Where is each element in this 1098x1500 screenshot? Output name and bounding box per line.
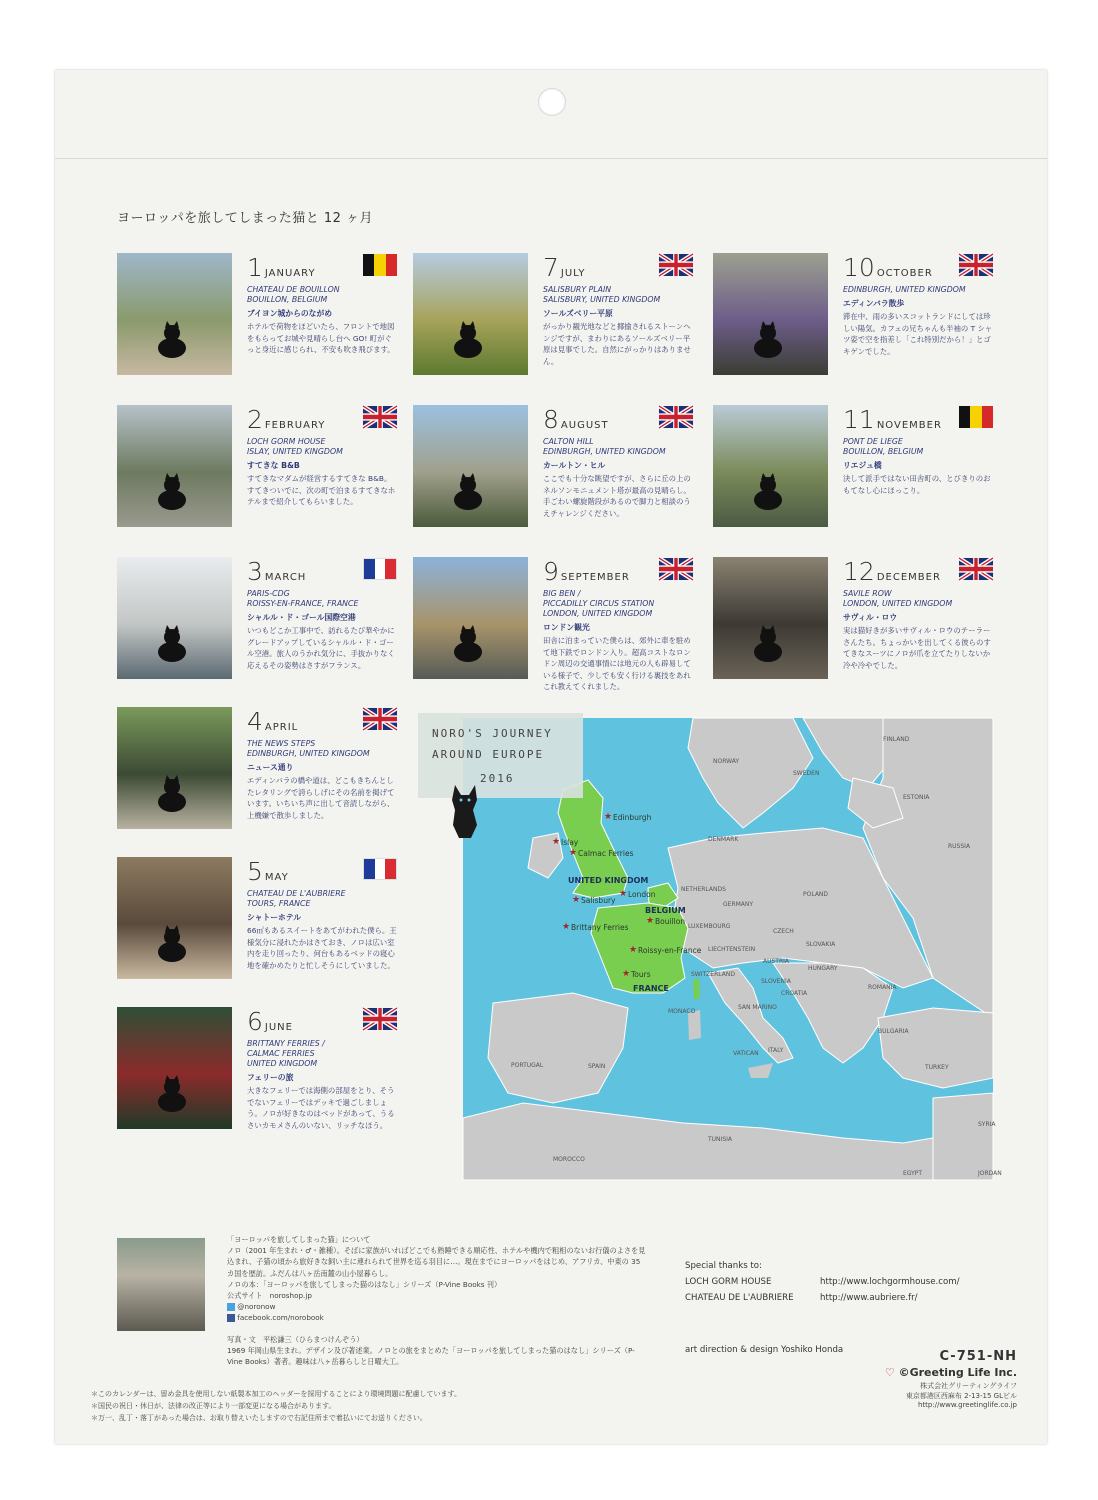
country-label: GERMANY — [723, 901, 754, 908]
month-name: FEBRUARY — [264, 420, 326, 431]
map-title-line: NORO'S JOURNEY — [432, 727, 553, 740]
month-description: 滞在中、雨の多いスコットランドにしては珍しい陽気。カフェの兄ちゃんも半袖の T シャツ姿で空を指差し「これ特別だから！」とゴキゲンでした。 — [843, 312, 993, 356]
month-photo — [117, 557, 232, 679]
month-number: 6 — [247, 1007, 263, 1036]
cat-silhouette-icon — [117, 253, 232, 375]
cat-silhouette-icon — [713, 557, 828, 679]
facebook-line — [227, 1312, 647, 1323]
month-description: 実は猫好きが多いサヴィル・ロウのテーラーさんたち。ちょっかいを出してくる彼らのすてきなスーツにノロが爪を立てたりしないか冷や冷やでした。 — [843, 626, 991, 670]
month-text — [247, 857, 397, 971]
uk-flag-icon — [659, 254, 693, 276]
month-photo — [713, 405, 828, 527]
country-label: FINLAND — [883, 736, 910, 743]
month-place: CHATEAU DE L'AUBRIERE TOURS, FRANCE — [247, 889, 346, 908]
twitter-line — [227, 1301, 647, 1312]
month-name: JANUARY — [264, 268, 316, 279]
page-title: ヨーロッパを旅してしまった猫と 12 ヶ月 — [117, 211, 374, 226]
month-caption-title: ソールズベリー平原 — [543, 309, 613, 318]
month-text — [543, 253, 693, 367]
cat-silhouette-icon — [713, 253, 828, 375]
note-line: ＊このカレンダーは、留め金具を使用しない紙製本加工のヘッダーを採用することにより環境問題に配慮しています。 — [91, 1390, 461, 1398]
month-text — [247, 557, 397, 671]
country-label: HUNGARY — [808, 965, 838, 972]
country-label: SWITZERLAND — [691, 971, 735, 978]
thanks-name: LOCH GORM HOUSE — [685, 1277, 772, 1287]
cat-illustration — [445, 780, 485, 840]
note-line: ＊国民の祝日・休日が、法律の改正等により一部変更になる場合があります。 — [91, 1402, 336, 1410]
month-photo — [413, 405, 528, 527]
country-label: SLOVAKIA — [806, 941, 836, 948]
month-place: PARIS-CDG ROISSY-EN-FRANCE, FRANCE — [247, 589, 359, 608]
place-label: Roissy-en-France — [638, 946, 702, 955]
month-description: ここでも十分な眺望ですが、さらに丘の上のネルソンモニュメント塔が最高の見晴らし。手ごわい螺旋階段があるので脚力と相談のうえチャレンジください。 — [543, 474, 691, 518]
author-photo — [117, 1238, 205, 1331]
month-header — [843, 557, 993, 587]
uk-flag-icon — [959, 254, 993, 276]
header-fold-line — [55, 158, 1047, 159]
site-line — [227, 1290, 647, 1301]
about-title: 「ヨーロッパを旅してしまった猫」について — [227, 1235, 371, 1244]
country-label: RUSSIA — [948, 843, 971, 850]
special-thanks — [685, 1258, 960, 1306]
hanging-hole — [538, 88, 566, 116]
note-line: ＊万一、乱丁・落丁があった場合は、お取り替えいたしますので右記住所まで着払いにてお送りください。 — [91, 1414, 427, 1422]
month-number: 2 — [247, 405, 263, 434]
month-cell-july — [413, 253, 691, 383]
month-number: 12 — [843, 557, 875, 586]
month-photo — [713, 557, 828, 679]
month-caption-title: エディンバラ散歩 — [843, 299, 905, 308]
cat-silhouette-icon — [713, 405, 828, 527]
country-label: POLAND — [803, 891, 829, 898]
cat-silhouette-icon — [117, 557, 232, 679]
month-header — [543, 557, 693, 587]
month-caption-title: ブイヨン城からのながめ — [247, 309, 333, 318]
country-label: VATICAN — [733, 1050, 759, 1057]
highlight-country-label: UNITED KINGDOM — [568, 876, 649, 885]
country-label: EGYPT — [903, 1170, 923, 1177]
month-cell-february — [117, 405, 395, 535]
month-photo — [413, 557, 528, 679]
country-label: ESTONIA — [903, 794, 930, 801]
france-flag-icon — [363, 558, 397, 580]
month-number: 11 — [843, 405, 875, 434]
country-label: MOROCCO — [553, 1156, 585, 1163]
product-code: C-751-NH — [939, 1349, 1017, 1364]
cat-silhouette-icon — [117, 405, 232, 527]
thanks-url[interactable]: http://www.aubriere.fr/ — [820, 1293, 918, 1303]
footer — [55, 1220, 1047, 1444]
place-label: London — [628, 890, 656, 899]
country-label: MONACO — [668, 1008, 696, 1015]
company-url[interactable]: http://www.greetinglife.co.jp — [917, 1401, 1017, 1409]
country-label: CZECH — [773, 928, 794, 935]
month-cell-september — [413, 557, 691, 691]
month-name: JUNE — [264, 1022, 293, 1033]
star-marker-icon: ★ — [552, 837, 561, 847]
country-label: SPAIN — [588, 1063, 606, 1070]
design-credit: art direction & design Yoshiko Honda — [685, 1345, 844, 1355]
country-label: AUSTRIA — [763, 958, 790, 965]
map-title-box — [418, 713, 583, 798]
month-number: 7 — [543, 253, 559, 282]
place-label: Edinburgh — [613, 813, 652, 822]
month-cell-june — [117, 1007, 395, 1137]
highlight-country-label: FRANCE — [633, 984, 669, 993]
month-text — [247, 253, 397, 356]
month-number: 4 — [247, 707, 263, 736]
month-text — [843, 253, 993, 357]
cat-silhouette-icon — [413, 557, 528, 679]
site-label: 公式サイト — [227, 1291, 263, 1301]
month-description: 田舎に泊まっていた僕らは、郊外に車を駐めて地下鉄でロンドン入り。超高コストなロンドン周辺の交通事情には地元の人も辟易している様子で、少しでも安く行ける裏技をあれこれ教えてくれました。 — [543, 636, 691, 691]
belgium-flag-icon — [363, 254, 397, 276]
month-place: EDINBURGH, UNITED KINGDOM — [843, 285, 966, 294]
month-caption-title: リエジュ橋 — [843, 461, 882, 470]
country-label: CROATIA — [781, 990, 808, 997]
star-marker-icon: ★ — [622, 969, 631, 979]
month-photo — [713, 253, 828, 375]
uk-flag-icon — [363, 1008, 397, 1030]
month-description: ホテルで荷物をほどいたら、フロントで地図をもらってお城や見晴らし台へ GO! 町がぐっと身近に感じられ、不安も吹き飛びます。 — [247, 322, 395, 354]
month-description: エディンバラの橋や道は、どこもきちんとしたレタリングで誇らしげにその名前を掲げています。いちいち声に出して音読しながら、上機嫌で散歩しました。 — [247, 776, 395, 820]
thanks-url[interactable]: http://www.lochgormhouse.com/ — [820, 1277, 960, 1287]
month-caption-title: フェリーの旅 — [247, 1073, 294, 1082]
month-place: LOCH GORM HOUSE ISLAY, UNITED KINGDOM — [247, 437, 343, 456]
cat-silhouette-icon — [117, 1007, 232, 1129]
month-cell-january — [117, 253, 395, 383]
map-title-line: AROUND EUROPE — [432, 748, 545, 761]
notes — [91, 1388, 461, 1424]
country-label: BULGARIA — [878, 1028, 909, 1035]
company-name: 株式会社グリーティングライフ — [920, 1382, 1017, 1390]
book-line: ノロの本：「ヨーロッパを旅してしまった猫のはなし」シリーズ（P-Vine Books 刊） — [227, 1279, 502, 1289]
month-description: がっかり観光地などと揶揄されるストーンヘンジですが、まわりにあるソールズベリー平原は見事でした。自然にがっかりはありません。 — [543, 322, 691, 366]
month-number: 9 — [543, 557, 559, 586]
month-place: THE NEWS STEPS EDINBURGH, UNITED KINGDOM — [247, 739, 370, 758]
calendar-sheet — [55, 70, 1047, 1444]
month-photo — [117, 253, 232, 375]
month-name: MAY — [264, 872, 289, 883]
country-label: NORWAY — [713, 758, 740, 765]
country-label: NETHERLANDS — [681, 886, 726, 893]
month-header — [247, 405, 397, 435]
place-label: Salisbury — [581, 896, 616, 905]
month-number: 1 — [247, 253, 263, 282]
cat-silhouette-icon — [117, 857, 232, 979]
month-header — [247, 253, 397, 283]
month-name: JULY — [560, 268, 586, 279]
month-text — [247, 405, 397, 508]
month-number: 5 — [247, 857, 263, 886]
month-name: MARCH — [264, 572, 307, 583]
country-label: TUNISIA — [708, 1136, 732, 1143]
country-label: JORDAN — [978, 1170, 1002, 1177]
country-label: SYRIA — [978, 1121, 996, 1128]
highlight-country-label: BELGIUM — [645, 906, 686, 915]
month-text — [543, 405, 693, 519]
month-description: 大きなフェリーでは海側の部屋をとり、そうでないフェリーではデッキで過ごしましょう。ノロが好きなのはベッドがあって、うるさいカモメさんのいない、リッチなほう。 — [247, 1086, 395, 1130]
month-text — [843, 557, 993, 671]
month-description: 66㎡もあるスイートをあてがわれた僕ら。王様気分に浸れたかはさておき、ノロは広い室内を走り回ったり、何台もあるベッドの寝心地を確かめたりと忙しそうにしていました。 — [247, 926, 397, 970]
uk-flag-icon — [659, 558, 693, 580]
month-place: PONT DE LIEGE BOUILLON, BELGIUM — [843, 437, 924, 456]
month-description: すてきなマダムが経営するすてきな B&B。すてきついでに、次の町で泊まるすてきなホテルまで紹介してもらいました。 — [247, 474, 396, 506]
month-place: BRITTANY FERRIES / CALMAC FERRIES UNITED KINGDOM — [247, 1039, 325, 1068]
month-photo — [117, 707, 232, 829]
country-label: LUXEMBOURG — [688, 923, 731, 930]
month-header — [247, 1007, 397, 1037]
country-label: SLOVENIA — [761, 978, 791, 985]
month-name: AUGUST — [560, 420, 609, 431]
month-name: NOVEMBER — [876, 420, 942, 431]
month-name: OCTOBER — [876, 268, 933, 279]
month-header — [843, 405, 993, 435]
month-photo — [117, 1007, 232, 1129]
about-body: ノロ（2001 年生まれ・♂・雑種）。そばに家族がいればどこでも熟睡できる順応性、ホテルや機内で粗相のないお行儀のよさを見込まれ、子猫の頃から旅好きな飼い主に連れられて世界を巡る羽目に…。現在までにヨーロッパをはじめ、アフリカ、中東の 35 カ国を歴訪。ふだんは八ヶ岳南麓の山小屋暮らし。 — [227, 1246, 646, 1278]
cat-silhouette-icon — [413, 253, 528, 375]
country-label: ROMANIA — [868, 984, 897, 991]
star-marker-icon: ★ — [562, 922, 571, 932]
company-address: 東京都港区西麻布 2-13-15 GLビル — [905, 1391, 1017, 1400]
country-label: DENMARK — [708, 836, 739, 843]
month-text — [543, 557, 693, 693]
month-text — [843, 405, 993, 496]
france-flag-icon — [363, 858, 397, 880]
country-label: ITALY — [768, 1047, 784, 1054]
month-header — [843, 253, 993, 283]
month-name: SEPTEMBER — [560, 572, 630, 583]
country-label: SWEDEN — [793, 770, 820, 777]
facebook-link[interactable]: facebook.com/norobook — [237, 1313, 324, 1323]
twitter-handle[interactable]: @noronow — [237, 1302, 276, 1312]
month-caption-title: ロンドン観光 — [543, 623, 590, 632]
month-place: BIG BEN / PICCADILLY CIRCUS STATION LONDON, UNITED KINGDOM — [543, 589, 655, 618]
month-text — [247, 1007, 397, 1131]
place-label: Brittany Ferries — [571, 923, 629, 932]
map-title-year: 2016 — [480, 772, 515, 785]
uk-flag-icon — [659, 406, 693, 428]
star-marker-icon: ★ — [619, 889, 628, 899]
month-place: CHATEAU DE BOUILLON BOUILLON, BELGIUM — [247, 285, 340, 304]
month-place: SAVILE ROW LONDON, UNITED KINGDOM — [843, 589, 953, 608]
month-number: 3 — [247, 557, 263, 586]
cat-silhouette-icon — [117, 707, 232, 829]
month-caption-title: ニュース通り — [247, 763, 294, 772]
month-caption-title: サヴィル・ロウ — [843, 613, 898, 622]
month-photo — [413, 253, 528, 375]
cat-silhouette-icon — [413, 405, 528, 527]
thanks-row — [685, 1290, 960, 1306]
twitter-icon — [227, 1303, 235, 1311]
month-caption-title: シャルル・ド・ゴール国際空港 — [247, 613, 356, 622]
facebook-icon — [227, 1314, 235, 1322]
month-header — [247, 557, 397, 587]
month-text — [247, 707, 397, 821]
month-number: 8 — [543, 405, 559, 434]
site-link[interactable]: noroshop.jp — [269, 1291, 312, 1301]
heart-logo-icon: ♡ — [884, 1366, 895, 1379]
belgium-flag-icon — [959, 406, 993, 428]
month-cell-november — [713, 405, 991, 535]
author-body: 1969 年岡山県生まれ。デザイン及び著述業。ノロとの旅をまとめた「ヨーロッパを旅してしまった猫のはなし」シリーズ（P-Vine Books）著者。趣味は八ヶ岳暮らしと日曜大工。 — [227, 1345, 635, 1367]
place-label: Islay — [561, 838, 579, 847]
month-header — [543, 253, 693, 283]
month-cell-march — [117, 557, 395, 687]
month-caption-title: すてきな B&B — [247, 461, 300, 470]
uk-flag-icon — [959, 558, 993, 580]
author-title: 写真・文 平松謙三（ひらまつけんぞう） — [227, 1334, 364, 1344]
month-cell-october — [713, 253, 991, 383]
star-marker-icon: ★ — [646, 916, 655, 926]
month-cell-april — [117, 707, 395, 837]
star-marker-icon: ★ — [604, 812, 613, 822]
month-number: 10 — [843, 253, 875, 282]
place-label: Bouillon — [655, 917, 686, 926]
month-place: SALISBURY PLAIN SALISBURY, UNITED KINGDOM — [543, 285, 661, 304]
month-header — [247, 707, 397, 737]
country-label: TURKEY — [925, 1064, 949, 1071]
month-name: DECEMBER — [876, 572, 941, 583]
month-caption-title: シャトーホテル — [247, 913, 302, 922]
month-cell-august — [413, 405, 691, 535]
country-label: PORTUGAL — [511, 1062, 544, 1069]
country-label: LIECHTENSTEIN — [708, 946, 756, 953]
month-caption-title: カールトン・ヒル — [543, 461, 606, 470]
month-header — [543, 405, 693, 435]
company-info — [906, 1382, 1017, 1411]
country-label: SAN MARINO — [738, 1004, 777, 1011]
month-description: 決して派手ではない田舎町の、とびきりのおもてなし心にほっこり。 — [843, 474, 991, 495]
about-text — [227, 1234, 647, 1367]
star-marker-icon: ★ — [572, 895, 581, 905]
star-marker-icon: ★ — [569, 848, 578, 858]
star-marker-icon: ★ — [629, 945, 638, 955]
brand-text: ©Greeting Life Inc. — [898, 1366, 1017, 1379]
uk-flag-icon — [363, 708, 397, 730]
month-description: いつもどこか工事中で、訪れるたび華やかにグレードアップしているシャルル・ド・ゴール空港。旅人のうかれ気分に、手抜かりなく応えるその姿勢はさすがフランス。 — [247, 626, 395, 670]
month-cell-december — [713, 557, 991, 687]
month-name: APRIL — [264, 722, 299, 733]
thanks-row — [685, 1274, 960, 1290]
month-photo — [117, 857, 232, 979]
thanks-title: Special thanks to: — [685, 1261, 762, 1271]
month-header — [247, 857, 397, 887]
place-label: Calmac Ferries — [578, 849, 634, 858]
month-photo — [117, 405, 232, 527]
uk-flag-icon — [363, 406, 397, 428]
month-place: CALTON HILL EDINBURGH, UNITED KINGDOM — [543, 437, 666, 456]
month-cell-may — [117, 857, 395, 987]
brand-name — [885, 1366, 1017, 1379]
place-label: Tours — [631, 970, 651, 979]
thanks-name: CHATEAU DE L'AUBRIERE — [685, 1293, 794, 1303]
